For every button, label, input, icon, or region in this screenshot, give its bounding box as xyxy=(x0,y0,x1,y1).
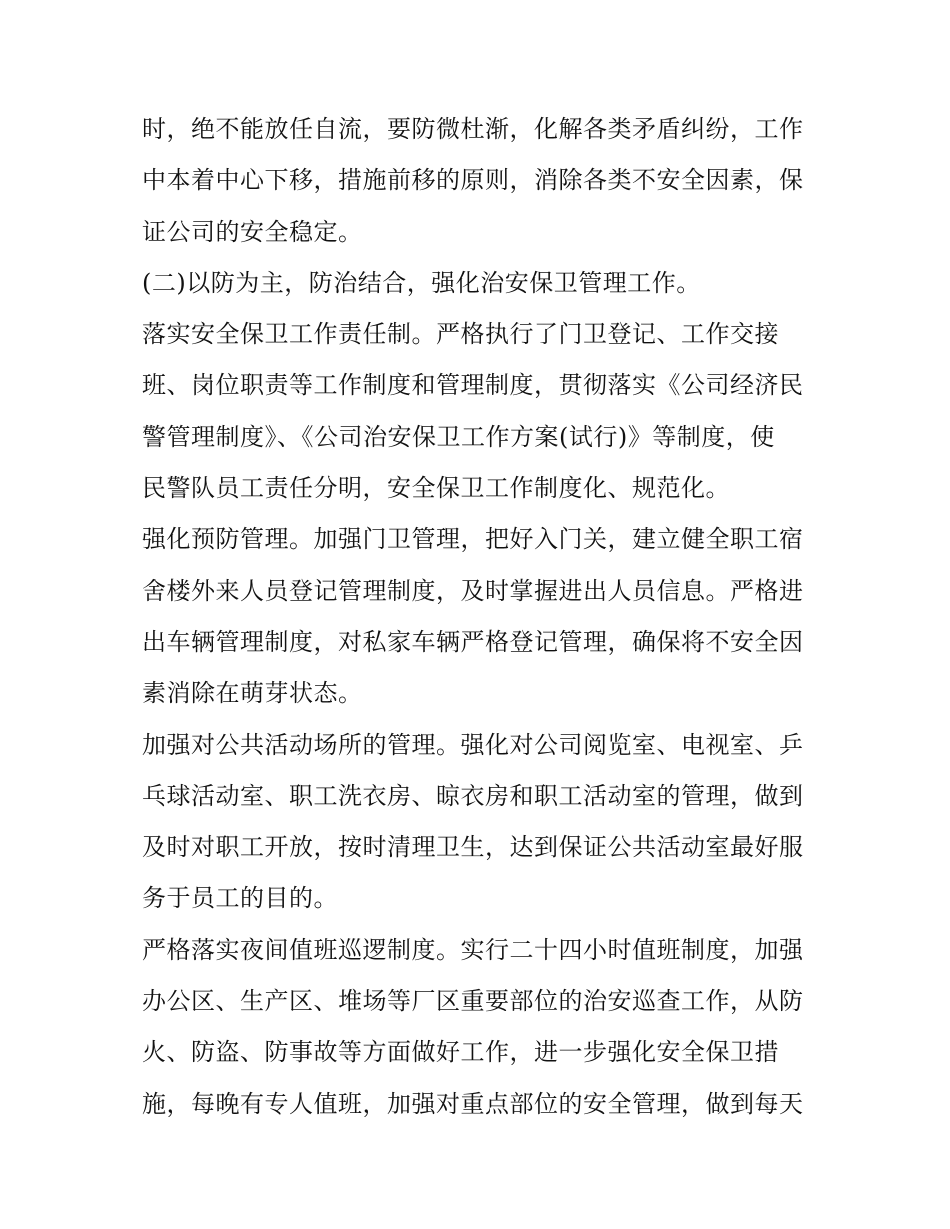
text-line: 乓球活动室、职工洗衣房、晾衣房和职工活动室的管理，做到 xyxy=(142,781,804,810)
text-line: 办公区、生产区、堆场等厂区重要部位的治安巡查工作，从防 xyxy=(142,987,804,1016)
text-line: 民警队员工责任分明，安全保卫工作制度化、规范化。 xyxy=(142,474,730,503)
text-line: 落实安全保卫工作责任制。严格执行了门卫登记、工作交接 xyxy=(142,320,779,349)
text-line: 火、防盗、防事故等方面做好工作，进一步强化安全保卫措 xyxy=(142,1038,779,1067)
text-line: 中本着中心下移，措施前移的原则，消除各类不安全因素，保 xyxy=(142,166,804,195)
section-heading: (二)以防为主，防治结合，强化治安保卫管理工作。 xyxy=(142,268,701,297)
text-line: 舍楼外来人员登记管理制度，及时掌握进出人员信息。严格进 xyxy=(142,576,804,605)
body-text xyxy=(142,104,822,1130)
text-line: 班、岗位职责等工作制度和管理制度，贯彻落实《公司经济民 xyxy=(142,371,804,400)
text-line: 强化预防管理。加强门卫管理，把好入门关，建立健全职工宿 xyxy=(142,525,804,554)
text-line: 严格落实夜间值班巡逻制度。实行二十四小时值班制度，加强 xyxy=(142,935,804,964)
text-line: 施，每晚有专人值班，加强对重点部位的安全管理，做到每天 xyxy=(142,1089,804,1118)
text-line: 出车辆管理制度，对私家车辆严格登记管理，确保将不安全因 xyxy=(142,627,804,656)
text-line: 证公司的安全稳定。 xyxy=(142,217,363,246)
text-line: 素消除在萌芽状态。 xyxy=(142,679,363,708)
text-line: 及时对职工开放，按时清理卫生，达到保证公共活动室最好服 xyxy=(142,833,804,862)
text-line: 加强对公共活动场所的管理。强化对公司阅览室、电视室、乒 xyxy=(142,730,804,759)
text-line: 时，绝不能放任自流，要防微杜渐，化解各类矛盾纠纷，工作 xyxy=(142,115,804,143)
text-line: 警管理制度》、《公司治安保卫工作方案(试行)》等制度，使 xyxy=(142,422,775,451)
text-line: 务于员工的目的。 xyxy=(142,884,338,913)
